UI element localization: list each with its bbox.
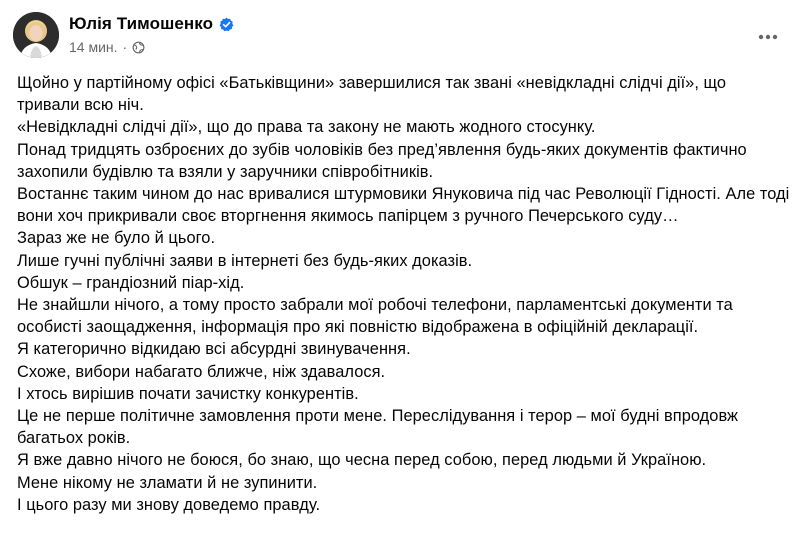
more-dots-icon [758, 27, 778, 45]
post-meta [69, 39, 234, 55]
author-block [69, 12, 234, 55]
post-paragraph: «Невідкладні слідчі дії», що до права та закону не мають жодного стосунку. [17, 118, 596, 137]
post-paragraph: Я вже давно нічого не боюся, бо знаю, що чесна перед собою, перед людьми й Україною. [17, 451, 707, 470]
post-paragraph: Не знайшли нічого, а тому просто забрали мої робочі телефони, парламентські документи та особисті заощадження, інформація про які повністю відображена в офіційній декларації. [17, 296, 733, 337]
post-paragraph: І цього разу ми знову доведемо правду. [17, 495, 321, 514]
post-paragraph: Це не перше політичне замовлення проти мене. Переслідування і терор – мої будні впродовж багатьох років. [17, 407, 739, 448]
more-options-button[interactable] [752, 20, 784, 52]
verified-badge-icon [219, 17, 234, 32]
globe-icon[interactable] [132, 41, 145, 54]
post-paragraph: Зараз же не було й цього. [17, 229, 216, 248]
post-paragraph: І хтось вирішив почати зачистку конкурентів. [17, 384, 359, 403]
post-header [13, 12, 784, 60]
post-paragraph: Востаннє таким чином до нас вривалися штурмовики Януковича під час Революції Гідності. Але тоді вони хоч прикривали своє вторгнення якимось папірцем з ручного Печерського суду… [17, 185, 790, 226]
author-row [69, 12, 234, 36]
post-paragraph: Щойно у партійному офісі «Батьківщини» завершилися так звані «невідкладні слідчі дії», що тривали всю ніч. [17, 74, 727, 115]
author-avatar[interactable] [13, 12, 59, 58]
post-paragraph: Я категорично відкидаю всі абсурдні звинувачення. [17, 340, 411, 359]
post-paragraph: Обшук – грандіозний піар-хід. [17, 273, 245, 292]
author-name[interactable]: Юлія Тимошенко [69, 14, 214, 33]
avatar-portrait-icon [13, 12, 59, 58]
meta-separator: · [122, 39, 128, 55]
post-paragraph: Понад тридцять озброєних до зубів чоловіків без пред’явлення будь-яких документів фактично захопили будівлю та взяли у заручники співробітників. [17, 140, 747, 181]
post-body [17, 72, 792, 516]
post-paragraph: Лише гучні публічні заяви в інтернеті без будь-яких доказів. [17, 251, 473, 270]
post-paragraph: Схоже, вибори набагато ближче, ніж здавалося. [17, 362, 386, 381]
post-paragraph: Мене нікому не зламати й не зупинити. [17, 473, 318, 492]
post-timestamp[interactable]: 14 мин. [69, 39, 118, 55]
